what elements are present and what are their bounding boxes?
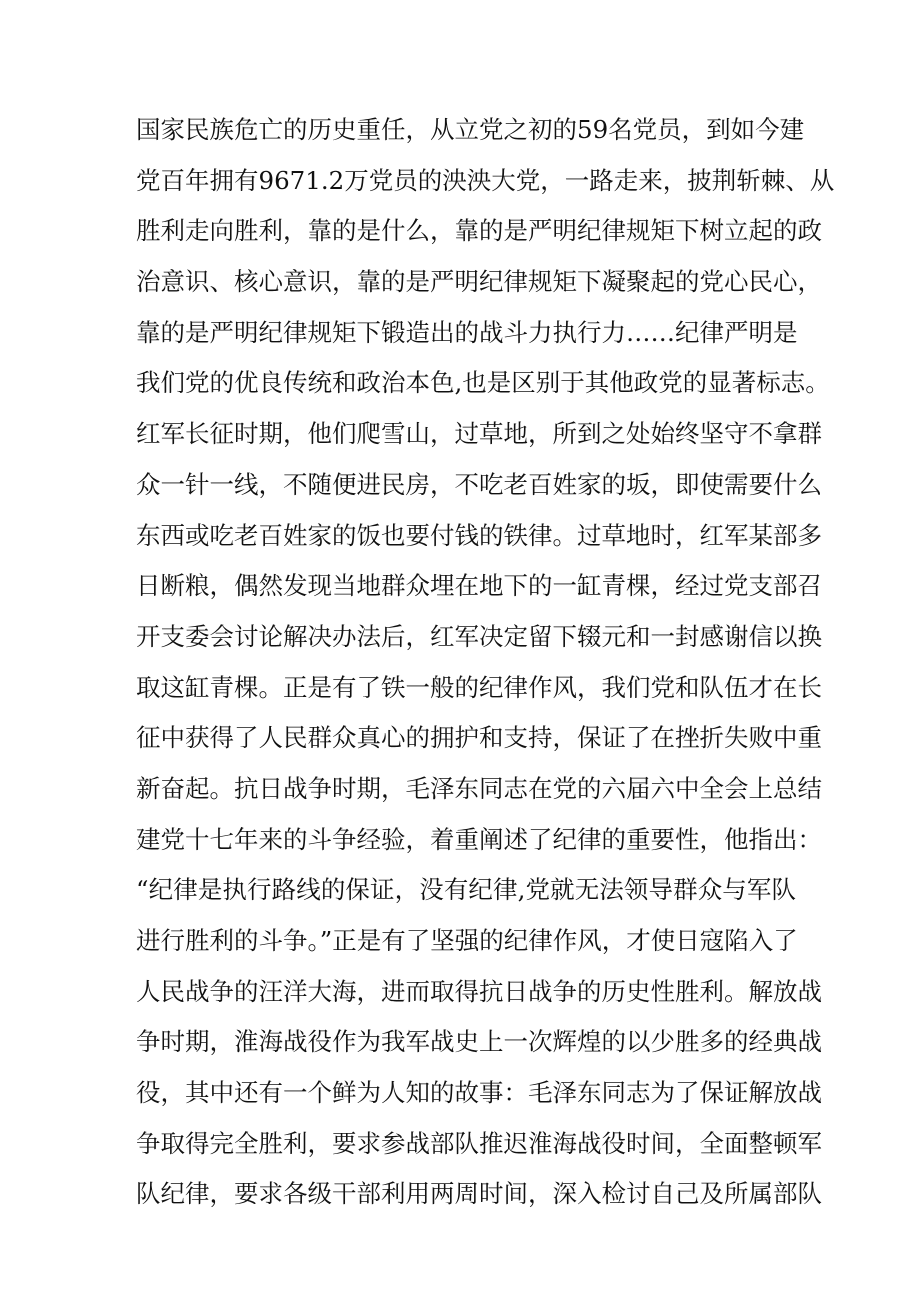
text-line: 靠的是严明纪律规矩下锻造出的战斗力执行力……纪律严明是 [136, 317, 798, 347]
text-line: 治意识、核心意识，靠的是严明纪律规矩下凝聚起的党心民心， [136, 267, 822, 297]
text-line: 建党十七年来的斗争经验，着重阐述了纪律的重要性，他指出： [136, 824, 822, 854]
text-line: 党百年拥有9671.2万党员的泱泱大党，一路走来，披荆斩棘、从 [136, 165, 835, 195]
text-line: 东西或吃老百姓家的饭也要付钱的铁律。过草地时，红军某部多 [136, 520, 822, 550]
text-line: 开支委会讨论解决办法后，红军决定留下辍元和一封感谢信以换 [136, 621, 822, 651]
text-line: 队纪律，要求各级干部利用两周时间，深入检讨自己及所属部队 [136, 1179, 822, 1209]
text-line: 争时期，淮海战役作为我军战史上一次辉煌的以少胜多的经典战 [136, 1027, 822, 1057]
text-line: 征中获得了人民群众真心的拥护和支持，保证了在挫折失败中重 [136, 723, 822, 753]
text-line: 人民战争的汪洋大海，进而取得抗日战争的历史性胜利。解放战 [136, 976, 822, 1006]
text-line: 役，其中还有一个鲜为人知的故事：毛泽东同志为了保证解放战 [136, 1078, 822, 1108]
text-line: 日断粮，偶然发现当地群众埋在地下的一缸青棵，经过党支部召 [136, 571, 822, 601]
text-line: 进行胜利的斗争。”正是有了坚强的纪律作风，才使日寇陷入了 [136, 926, 798, 955]
body-text [136, 105, 835, 1220]
text-line: 胜利走向胜利，靠的是什么，靠的是严明纪律规矩下树立起的政 [136, 216, 822, 246]
text-line: 取这缸青棵。正是有了铁一般的纪律作风，我们党和队伍才在长 [136, 672, 822, 702]
text-line: 国家民族危亡的历史重任，从立党之初的59名党员，到如今建 [136, 115, 805, 144]
text-line: “纪律是执行路线的保证，没有纪律,党就无法领导群众与军队 [136, 875, 796, 905]
text-line: 众一针一线，不随便进民房，不吃老百姓家的坂，即使需要什么 [136, 469, 822, 499]
text-line: 新奋起。抗日战争时期，毛泽东同志在党的六届六中全会上总结 [136, 773, 822, 803]
text-line: 我们党的优良传统和政治本色,也是区别于其他政党的显著标志。 [136, 368, 830, 398]
text-line: 红军长征时期，他们爬雪山，过草地，所到之处始终坚守不拿群 [136, 419, 822, 449]
text-line: 争取得完全胜利，要求参战部队推迟淮海战役时间，全面整顿军 [136, 1128, 822, 1158]
